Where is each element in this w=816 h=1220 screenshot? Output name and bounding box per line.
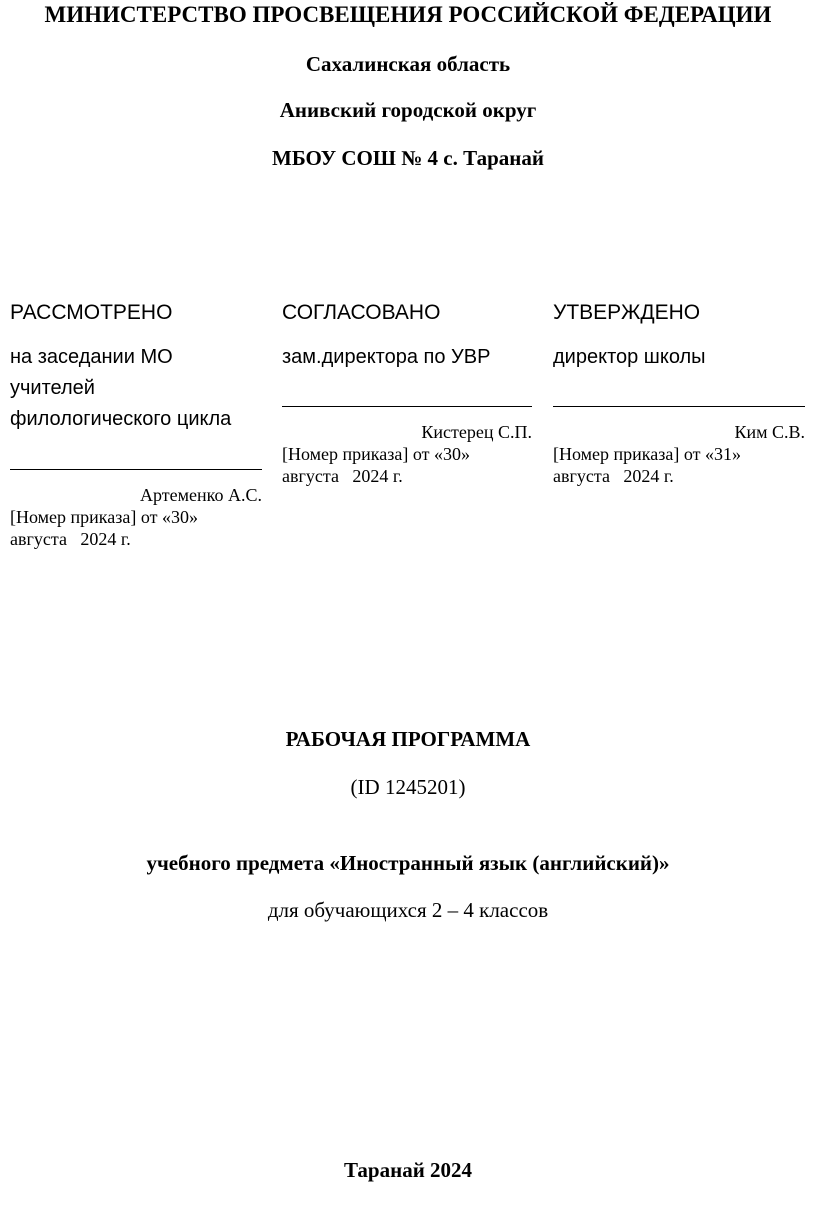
district-heading: Анивский городской округ (279, 98, 537, 122)
approval-role: на заседании МО учителей филологического цикла (10, 346, 232, 430)
signer-name: Артеменко А.С. (140, 485, 262, 505)
approval-title: СОГЛАСОВАНО (282, 301, 441, 324)
signature-line (553, 373, 805, 407)
order-reference: [Номер приказа] от «31» августа 2024 г. (553, 444, 741, 486)
signer-name: Кистерец С.П. (421, 422, 532, 442)
approval-block-agreed (282, 298, 532, 487)
signature-line (282, 373, 532, 407)
region-heading: Сахалинская область (305, 52, 511, 76)
order-reference: [Номер приказа] от «30» августа 2024 г. (10, 507, 198, 549)
approval-title: РАССМОТРЕНО (10, 301, 173, 324)
place-year: Таранай 2024 (343, 1158, 473, 1182)
program-id: (ID 1245201) (350, 775, 466, 799)
program-audience: для обучающихся 2 – 4 классов (267, 898, 549, 922)
ministry-heading: МИНИСТЕРСТВО ПРОСВЕЩЕНИЯ РОССИЙСКОЙ ФЕДЕРАЦИИ (44, 2, 772, 27)
approval-role: директор школы (553, 346, 706, 368)
approval-title: УТВЕРЖДЕНО (553, 301, 701, 324)
program-title: РАБОЧАЯ ПРОГРАММА (285, 727, 531, 751)
approval-block-reviewed (10, 298, 262, 550)
order-reference: [Номер приказа] от «30» августа 2024 г. (282, 444, 470, 486)
program-subject: учебного предмета «Иностранный язык (английский)» (146, 851, 670, 875)
approval-block-approved (553, 298, 805, 487)
approval-role: зам.директора по УВР (282, 346, 491, 368)
signature-line (10, 435, 262, 470)
school-heading: МБОУ СОШ № 4 с. Таранай (272, 146, 544, 170)
signer-name: Ким С.В. (734, 422, 805, 442)
